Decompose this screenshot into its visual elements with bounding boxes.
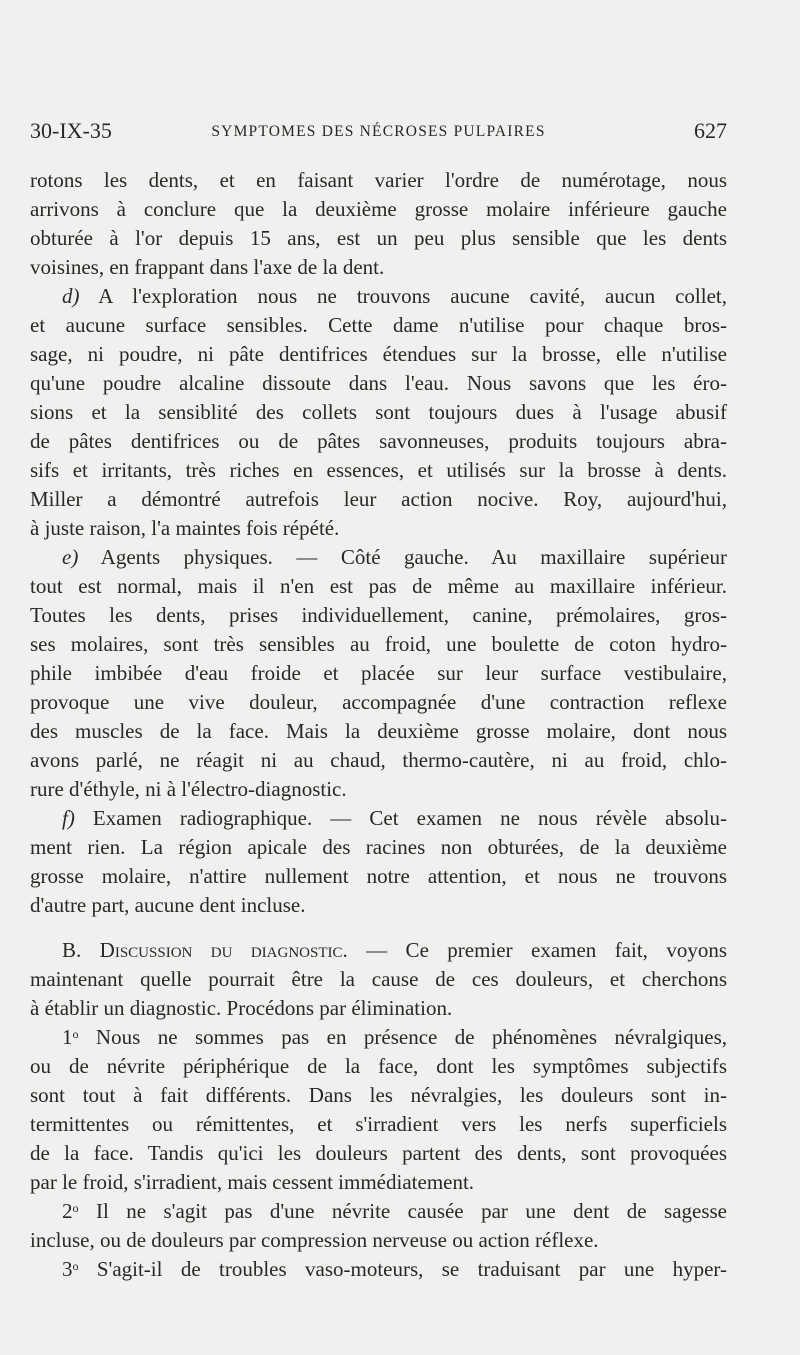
text-line: sage, ni poudre, ni pâte dentifrices étendues sur la brosse, elle n'utilise [30, 342, 727, 366]
item-label-f: f) [62, 806, 75, 830]
text-line: qu'une poudre alcaline dissoute dans l'eau. Nous savons que les éro- [30, 371, 727, 395]
text-span: A l'exploration nous ne trouvons aucune cavité, aucun collet, [79, 284, 727, 308]
text-line: ses molaires, sont très sensibles au froid, une boulette de coton hydro- [30, 632, 727, 656]
text-span: Agents physiques. — Côté gauche. Au maxillaire supérieur [78, 545, 727, 569]
text-line: obturée à l'or depuis 15 ans, est un peu plus sensible que les dents [30, 226, 727, 250]
text-line: d'autre part, aucune dent incluse. [30, 893, 306, 917]
text-span: Nous ne sommes pas en présence de phénomènes névralgiques, [78, 1025, 727, 1049]
text-span: Examen radiographique. — Cet examen ne nous révèle absolu- [74, 806, 727, 830]
text-line: voisines, en frappant dans l'axe de la dent. [30, 255, 385, 279]
text-line: ment rien. La région apicale des racines non obturées, de la deuxième [30, 835, 727, 859]
text-line [30, 1197, 727, 1226]
section-letter: B. [62, 938, 100, 962]
header-date: 30-IX-35 [30, 118, 112, 143]
text-line: Toutes les dents, prises individuellement, canine, prémolaires, gros- [30, 603, 727, 627]
text-span: — Ce premier examen fait, voyons [347, 938, 727, 962]
text-line: arrivons à conclure que la deuxième grosse molaire inférieure gauche [30, 197, 727, 221]
list-number: 3 [62, 1257, 73, 1281]
text-line: de pâtes dentifrices ou de pâtes savonneuses, produits toujours abra- [30, 429, 727, 453]
text-line: tout est normal, mais il n'en est pas de même au maxillaire inférieur. [30, 574, 727, 598]
text-line: par le froid, s'irradient, mais cessent immédiatement. [30, 1170, 475, 1194]
section-gap [30, 920, 727, 936]
running-head [30, 116, 727, 146]
section-title: Discussion du diagnostic. [99, 938, 348, 962]
text-span: Il ne s'agit pas d'une névrite causée par une dent de sagesse [78, 1199, 727, 1223]
ordinal-mark: o [72, 1027, 79, 1041]
text-line: avons parlé, ne réagit ni au chaud, thermo-cautère, ni au froid, chlo- [30, 748, 727, 772]
text-line: et aucune surface sensibles. Cette dame n'utilise pour chaque bros- [30, 313, 727, 337]
text-line: sont tout à fait différents. Dans les névralgies, les douleurs sont in- [30, 1083, 727, 1107]
text-line [30, 543, 727, 572]
item-label-d: d) [62, 284, 80, 308]
text-line: à juste raison, l'a maintes fois répété. [30, 516, 340, 540]
text-line [30, 804, 727, 833]
header-title: SYMPTOMES DES NÉCROSES PULPAIRES [211, 123, 546, 140]
list-number: 1 [62, 1025, 73, 1049]
section-heading-line [30, 936, 727, 965]
text-line [30, 1023, 727, 1052]
text-line [30, 1255, 727, 1284]
item-label-e: e) [62, 545, 79, 569]
text-line: sifs et irritants, très riches en essences, et utilisés sur la brosse à dents. [30, 458, 727, 482]
text-line: sions et la sensiblité des collets sont toujours dues à l'usage abusif [30, 400, 727, 424]
text-line: ou de névrite périphérique de la face, dont les symptômes subjectifs [30, 1054, 727, 1078]
text-line: maintenant quelle pourrait être la cause de ces douleurs, et cherchons [30, 967, 727, 991]
text-line: provoque une vive douleur, accompagnée d'une contraction reflexe [30, 690, 727, 714]
text-line: des muscles de la face. Mais la deuxième grosse molaire, dont nous [30, 719, 727, 743]
text-line: grosse molaire, n'attire nullement notre attention, et nous ne trouvons [30, 864, 727, 888]
text-line: Miller a démontré autrefois leur action nocive. Roy, aujourd'hui, [30, 487, 727, 511]
ordinal-mark: o [72, 1201, 79, 1215]
text-line: à établir un diagnostic. Procédons par élimination. [30, 996, 453, 1020]
text-line: rure d'éthyle, ni à l'électro-diagnostic. [30, 777, 347, 801]
list-number: 2 [62, 1199, 73, 1223]
text-line: phile imbibée d'eau froide et placée sur leur surface vestibulaire, [30, 661, 727, 685]
text-span: S'agit-il de troubles vaso-moteurs, se traduisant par une hyper- [78, 1257, 727, 1281]
text-line: de la face. Tandis qu'ici les douleurs partent des dents, sont provoquées [30, 1141, 727, 1165]
text-line: rotons les dents, et en faisant varier l'ordre de numérotage, nous [30, 168, 727, 192]
page-number: 627 [694, 118, 727, 143]
text-line [30, 282, 727, 311]
text-line: termittentes ou rémittentes, et s'irradient vers les nerfs superficiels [30, 1112, 727, 1136]
text-line: incluse, ou de douleurs par compression nerveuse ou action réflexe. [30, 1228, 599, 1252]
ordinal-mark: o [72, 1259, 79, 1273]
body-text [30, 166, 727, 1284]
